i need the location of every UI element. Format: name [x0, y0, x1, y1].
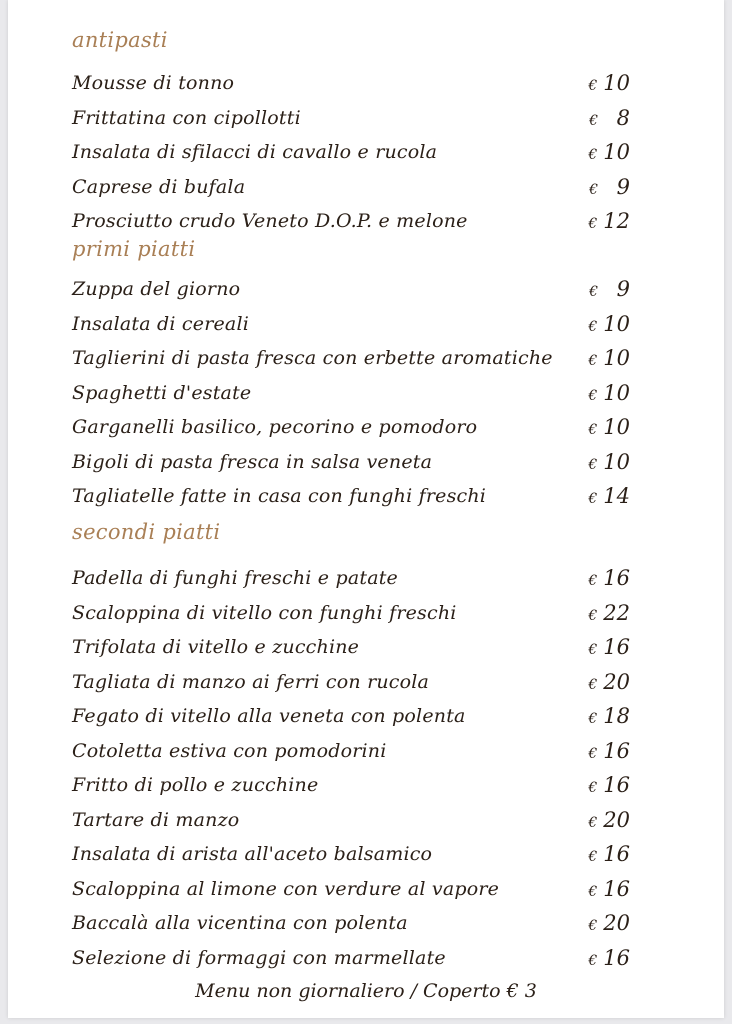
price-amount: 16: [603, 566, 630, 590]
section-title: primi piatti: [72, 237, 196, 261]
euro-symbol: €: [588, 216, 598, 232]
menu-page: [8, 0, 724, 1018]
dish-name: Spaghetti d'estate: [72, 381, 252, 404]
menu-item-row: [72, 274, 630, 304]
menu-item-row: [72, 172, 630, 202]
menu-item-row: [72, 447, 630, 477]
euro-symbol: €: [588, 456, 598, 473]
price-amount: 9: [616, 174, 630, 199]
dish-name: Scaloppina al limone con verdure al vapore: [72, 877, 500, 900]
euro-symbol: €: [588, 147, 598, 163]
euro-symbol: €: [589, 181, 598, 198]
dish-name: Scaloppina di vitello con funghi freschi: [72, 601, 457, 624]
price-amount: 16: [603, 876, 630, 901]
euro-symbol: €: [588, 78, 598, 94]
dish-price: [588, 566, 630, 590]
price-amount: 20: [603, 669, 630, 694]
price-amount: 18: [603, 704, 630, 728]
menu-item-row: [72, 770, 630, 800]
euro-symbol: €: [588, 676, 598, 693]
price-amount: 20: [603, 807, 630, 832]
price-amount: 16: [603, 635, 630, 659]
dish-price: [588, 209, 630, 233]
dish-price: [588, 704, 630, 728]
price-amount: 10: [603, 415, 630, 439]
menu-content: [8, 0, 724, 1018]
dish-price: [588, 739, 630, 763]
dish-price: [588, 381, 630, 405]
price-amount: 22: [603, 600, 630, 625]
price-amount: 16: [603, 945, 630, 970]
price-amount: 14: [603, 484, 630, 508]
dish-price: [588, 946, 630, 970]
price-amount: 20: [603, 911, 630, 935]
price-amount: 10: [603, 71, 630, 95]
menu-item-row: [72, 481, 630, 511]
euro-symbol: €: [588, 318, 598, 335]
dish-name: Fritto di pollo e zucchine: [72, 774, 319, 796]
euro-symbol: €: [589, 112, 598, 129]
dish-price: [588, 346, 630, 370]
euro-symbol: €: [588, 422, 598, 438]
dish-price: [588, 808, 630, 832]
price-amount: 10: [603, 140, 630, 164]
euro-symbol: €: [588, 883, 598, 900]
menu-item-row: [72, 343, 630, 373]
footer-note: Menu non giornaliero / Coperto € 3: [195, 980, 537, 1002]
price-amount: 10: [603, 380, 630, 405]
menu-item-row: [72, 412, 630, 442]
dish-name: Taglierini di pasta fresca con erbette aromatiche: [72, 347, 553, 369]
dish-name: Fegato di vitello alla veneta con polenta: [72, 705, 466, 727]
euro-symbol: €: [588, 745, 598, 762]
dish-price: [588, 635, 630, 659]
price-amount: 8: [616, 105, 630, 130]
dish-name: Mousse di tonno: [72, 72, 235, 94]
dish-name: Tagliatelle fatte in casa con funghi freschi: [72, 485, 487, 507]
dish-name: Zuppa del giorno: [72, 278, 241, 300]
euro-symbol: €: [588, 573, 598, 589]
dish-name: Selezione di formaggi con marmellate: [72, 946, 446, 969]
price-amount: 16: [603, 738, 630, 763]
menu-item-row: [72, 943, 630, 973]
dish-name: Tagliata di manzo ai ferri con rucola: [72, 670, 430, 693]
menu-item-row: [72, 701, 630, 731]
dish-price: [588, 773, 630, 797]
euro-symbol: €: [588, 607, 598, 624]
euro-symbol: €: [588, 711, 598, 727]
dish-price: [588, 312, 630, 336]
dish-price: [589, 175, 630, 199]
menu-item-row: [72, 632, 630, 662]
menu-item-row: [72, 206, 630, 236]
euro-symbol: €: [588, 491, 598, 507]
euro-symbol: €: [588, 918, 598, 934]
menu-item-row: [72, 309, 630, 339]
menu-item-row: [72, 874, 630, 904]
menu-item-row: [72, 736, 630, 766]
euro-symbol: €: [588, 353, 598, 369]
dish-price: [588, 601, 630, 625]
dish-name: Tartare di manzo: [72, 808, 240, 831]
euro-symbol: €: [588, 814, 598, 831]
dish-name: Frittatina con cipollotti: [72, 106, 301, 129]
price-amount: 16: [603, 773, 630, 797]
dish-name: Garganelli basilico, pecorino e pomodoro: [72, 416, 478, 438]
menu-item-row: [72, 103, 630, 133]
dish-price: [588, 877, 630, 901]
dish-price: [589, 106, 630, 130]
dish-price: [588, 911, 630, 935]
euro-symbol: €: [588, 849, 598, 865]
dish-name: Trifolata di vitello e zucchine: [72, 636, 360, 658]
dish-price: [589, 277, 630, 301]
menu-item-row: [72, 667, 630, 697]
section-title: secondi piatti: [72, 520, 221, 544]
dish-price: [588, 71, 630, 95]
menu-item-row: [72, 839, 630, 869]
euro-symbol: €: [588, 642, 598, 658]
dish-name: Prosciutto crudo Veneto D.O.P. e melone: [72, 210, 468, 232]
menu-item-row: [72, 908, 630, 938]
price-amount: 16: [603, 842, 630, 866]
menu-item-row: [72, 563, 630, 593]
dish-name: Bigoli di pasta fresca in salsa veneta: [72, 450, 433, 473]
menu-item-row: [72, 805, 630, 835]
price-amount: 10: [603, 346, 630, 370]
dish-price: [588, 140, 630, 164]
price-amount: 9: [616, 277, 630, 301]
dish-price: [588, 484, 630, 508]
dish-name: Insalata di sfilacci di cavallo e rucola: [72, 141, 438, 163]
dish-name: Baccalà alla vicentina con polenta: [72, 912, 408, 934]
dish-name: Cotoletta estiva con pomodorini: [72, 739, 387, 762]
dish-price: [588, 842, 630, 866]
dish-name: Padella di funghi freschi e patate: [72, 567, 399, 589]
menu-item-row: [72, 598, 630, 628]
dish-name: Caprese di bufala: [72, 175, 246, 198]
price-amount: 10: [603, 311, 630, 336]
price-amount: 10: [603, 449, 630, 474]
price-amount: 12: [603, 209, 630, 233]
euro-symbol: €: [588, 780, 598, 796]
euro-symbol: €: [588, 952, 598, 969]
dish-price: [588, 450, 630, 474]
euro-symbol: €: [588, 387, 598, 404]
dish-price: [588, 415, 630, 439]
dish-name: Insalata di arista all'aceto balsamico: [72, 843, 433, 865]
section-title: antipasti: [72, 28, 168, 52]
euro-symbol: €: [589, 284, 598, 300]
menu-item-row: [72, 68, 630, 98]
dish-price: [588, 670, 630, 694]
menu-item-row: [72, 137, 630, 167]
dish-name: Insalata di cereali: [72, 312, 249, 335]
menu-item-row: [72, 378, 630, 408]
